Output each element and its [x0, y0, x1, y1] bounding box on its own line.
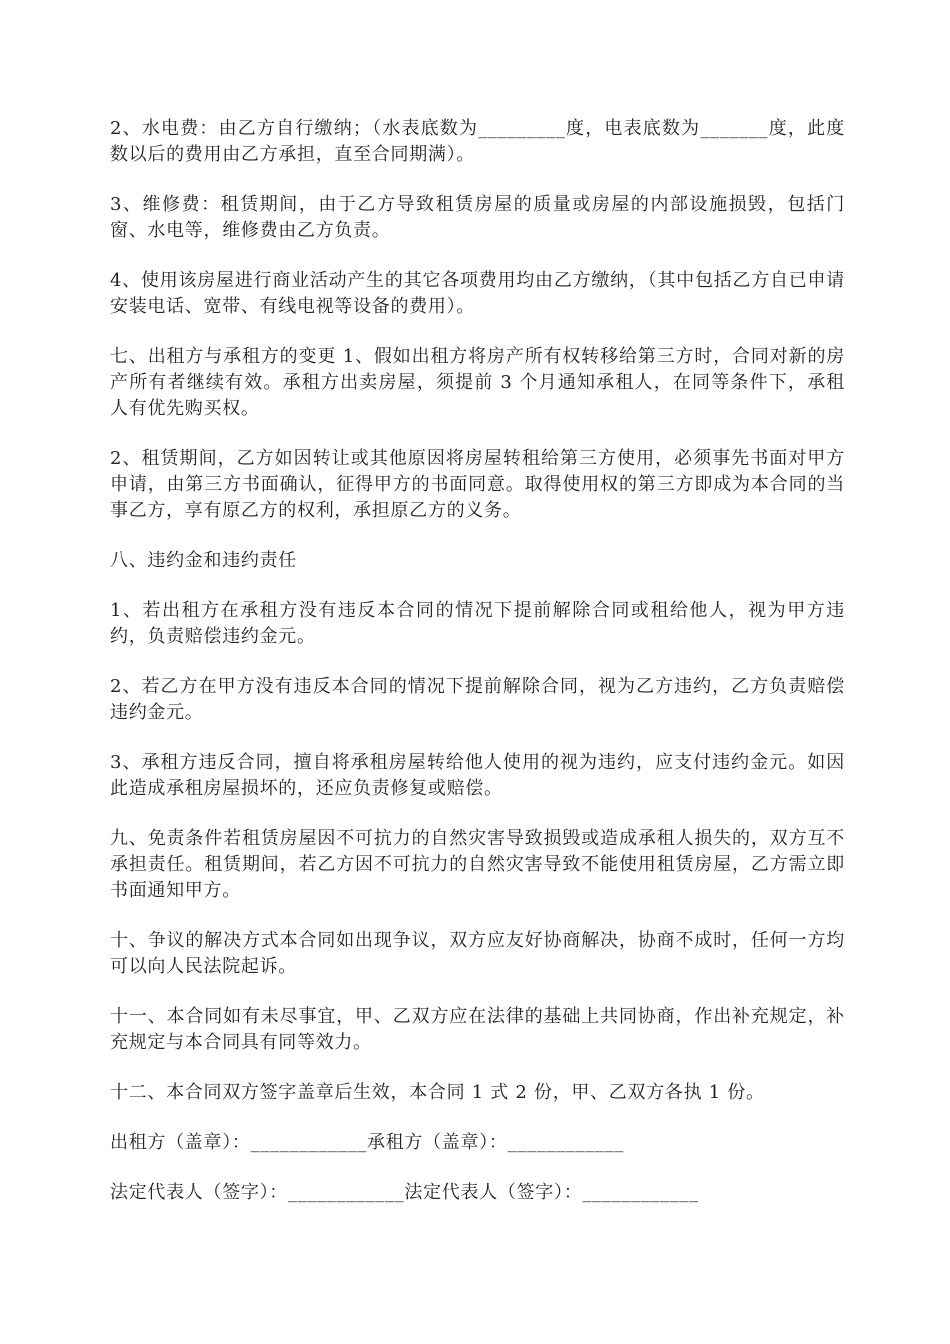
clause-other-fees: 4、使用该房屋进行商业活动产生的其它各项费用均由乙方缴纳，（其中包括乙方自已申请安装电话、宽带、有线电视等设备的费用）。: [110, 270, 845, 317]
clause-unauthorized-transfer: 3、承租方违反合同，擅自将承租房屋转给他人使用的视为违约，应支付违约金元。如因此造成承租房屋损坏的，还应负责修复或赔偿。: [110, 752, 845, 799]
clause-lessee-breach: 2、若乙方在甲方没有违反本合同的情况下提前解除合同，视为乙方违约，乙方负责赔偿违约金元。: [110, 676, 845, 723]
signature-line-representatives: 法定代表人（签字）：____________法定代表人（签字）：____________: [110, 1182, 699, 1203]
signature-line-seals: 出租方（盖章）：____________承租方（盖章）：____________: [110, 1132, 624, 1153]
clause-maintenance-fee: 3、维修费：租赁期间，由于乙方导致租赁房屋的质量或房屋的内部设施损毁，包括门窗、水电等，维修费由乙方负责。: [110, 194, 845, 241]
section-supplementary: 十一、本合同如有未尽事宜，甲、乙双方应在法律的基础上共同协商，作出补充规定，补充规定与本合同具有同等效力。: [110, 1006, 845, 1053]
clause-sublease: 2、租赁期间，乙方如因转让或其他原因将房屋转租给第三方使用，必须事先书面对甲方申请，由第三方书面确认，征得甲方的书面同意。取得使用权的第三方即成为本合同的当事乙方，享有原乙方的权利，承担原乙方的义务。: [110, 448, 845, 521]
section-party-change: 七、出租方与承租方的变更 1、假如出租方将房产所有权转移给第三方时，合同对新的房产所有者继续有效。承租方出卖房屋，须提前 3 个月通知承租人，在同等条件下，承租人有优先购买权。: [110, 346, 845, 419]
clause-utilities-fee: 2、水电费：由乙方自行缴纳；（水表底数为_________度，电表底数为_______度，此度数以后的费用由乙方承担，直至合同期满）。: [110, 118, 845, 165]
clause-lessor-breach: 1、若出租方在承租方没有违反本合同的情况下提前解除合同或租给他人，视为甲方违约，负责赔偿违约金元。: [110, 600, 845, 647]
section-dispute-resolution: 十、争议的解决方式本合同如出现争议，双方应友好协商解决，协商不成时，任何一方均可以向人民法院起诉。: [110, 930, 845, 977]
section-heading-liability: 八、违约金和违约责任: [110, 550, 297, 571]
document-body: [110, 116, 845, 1230]
section-force-majeure: 九、免责条件若租赁房屋因不可抗力的自然灾害导致损毁或造成承租人损失的，双方互不承担责任。租赁期间，若乙方因不可抗力的自然灾害导致不能使用租赁房屋，乙方需立即书面通知甲方。: [110, 828, 845, 901]
section-effectiveness: 十二、本合同双方签字盖章后生效，本合同 1 式 2 份，甲、乙双方各执 1 份。: [110, 1082, 765, 1103]
